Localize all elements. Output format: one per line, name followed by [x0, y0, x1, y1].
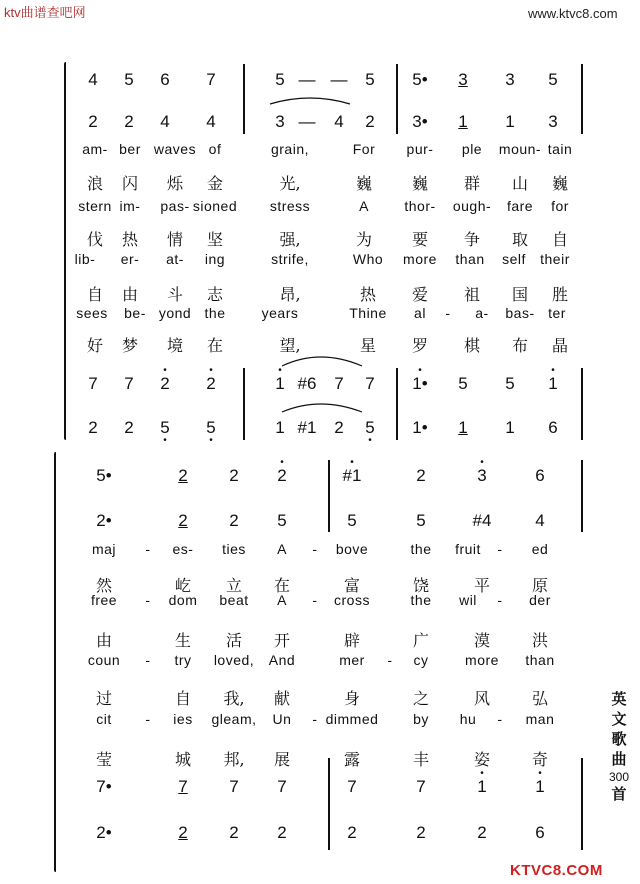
lyric-en-syllable: sees — [76, 305, 108, 321]
lyric-en-syllable: beat — [219, 592, 249, 608]
lyric-en-syllable: wil — [459, 592, 477, 608]
lyric-en-syllable: stress — [269, 198, 311, 214]
lyric-zh-char: 展 — [273, 750, 291, 769]
note: 2• — [96, 511, 112, 530]
lyric-en-syllable: - — [145, 652, 151, 668]
lyric-zh-char: 晶 — [551, 336, 569, 355]
note: 4 — [535, 511, 545, 530]
lyric-zh-char: 漠 — [473, 631, 491, 650]
note: 2 — [277, 466, 287, 485]
lyric-en-syllable: of — [208, 141, 222, 157]
lyric-zh-char: 胜 — [551, 285, 569, 304]
lyric-en-syllable: cit — [96, 711, 112, 727]
lyric-zh-char: 好 — [86, 336, 104, 355]
lyric-en-syllable: cy — [413, 652, 429, 668]
note: 1 — [548, 374, 558, 393]
note: 5 — [505, 374, 515, 393]
octave-dot-low: • — [163, 435, 167, 446]
lyric-en-syllable: Thine — [349, 305, 387, 321]
lyric-en-syllable: than — [455, 251, 485, 267]
note: 7 — [277, 777, 287, 796]
lyric-en-syllable: - — [145, 592, 151, 608]
slur — [282, 357, 362, 366]
note: 2 — [206, 374, 216, 393]
lyric-zh-char: 姿 — [473, 750, 491, 769]
note: 6 — [548, 418, 558, 437]
lyric-en-syllable: be- — [124, 305, 146, 321]
note: 4 — [334, 112, 344, 131]
lyric-en-syllable: man — [525, 711, 555, 727]
note: 2 — [477, 823, 487, 842]
lyric-zh-char: 山 — [511, 174, 529, 193]
note: 1 — [458, 112, 468, 131]
note: 2 — [416, 823, 426, 842]
note: 3• — [412, 112, 428, 131]
lyric-en-syllable: - — [145, 541, 151, 557]
site-watermark-left: ktv曲谱查吧网 — [4, 5, 86, 20]
lyric-zh-char: 巍 — [551, 174, 569, 193]
lyric-en-syllable: Who — [352, 251, 384, 267]
lyric-en-syllable: the — [410, 541, 432, 557]
note: 1 — [275, 374, 285, 393]
lyric-zh-char: 自 — [551, 230, 569, 249]
lyric-en-syllable: im- — [119, 198, 141, 214]
note: 5 — [160, 418, 170, 437]
lyric-en-syllable: grain, — [270, 141, 310, 157]
note: 2 — [334, 418, 344, 437]
note: 7 — [178, 777, 188, 796]
note: 2 — [178, 511, 188, 530]
note: 1• — [412, 374, 428, 393]
octave-dot-high: • — [551, 365, 555, 376]
lyric-zh-char: 伐 — [86, 230, 104, 249]
lyric-zh-char: 立 — [225, 576, 243, 595]
lyric-en-syllable: their — [540, 251, 570, 267]
lyric-zh-char: 棋 — [463, 336, 481, 355]
lyric-en-syllable: for — [551, 198, 569, 214]
lyric-zh-char: 过 — [95, 689, 113, 708]
lyric-zh-char: 生 — [174, 631, 192, 650]
lyric-zh-char: 城 — [174, 750, 192, 769]
note: #1 — [342, 466, 362, 485]
lyric-en-syllable: - — [497, 541, 503, 557]
sidebar-char: 歌 — [611, 731, 627, 748]
note: 3 — [458, 70, 468, 89]
note: — — [330, 70, 348, 89]
lyric-en-syllable: maj — [91, 541, 117, 557]
note: 5 — [206, 418, 216, 437]
brand-watermark: KTVC8.COM — [510, 862, 603, 879]
note: 7 — [206, 70, 216, 89]
octave-dot-high: • — [480, 768, 484, 779]
note: 7 — [416, 777, 426, 796]
note: 3 — [477, 466, 487, 485]
note: 5 — [124, 70, 134, 89]
note: 7 — [334, 374, 344, 393]
lyric-en-syllable: ies — [173, 711, 193, 727]
lyric-en-syllable: A — [277, 541, 287, 557]
lyric-en-syllable: free — [90, 592, 118, 608]
note: 2 — [365, 112, 375, 131]
note: 1 — [535, 777, 545, 796]
octave-dot-low: • — [368, 435, 372, 446]
octave-dot-high: • — [163, 365, 167, 376]
note: #1 — [297, 418, 317, 437]
octave-dot-high: • — [350, 457, 354, 468]
lyric-en-syllable: at- — [166, 251, 184, 267]
lyric-zh-char: 丰 — [412, 750, 430, 769]
note: 3 — [505, 70, 515, 89]
sidebar-char: 英 — [611, 691, 627, 708]
note: 2 — [229, 466, 239, 485]
octave-dot-high: • — [538, 768, 542, 779]
lyric-en-syllable: by — [413, 711, 429, 727]
lyric-zh-char: 取 — [511, 230, 529, 249]
lyric-zh-char: 活 — [225, 631, 243, 650]
lyric-en-syllable: stern — [78, 198, 112, 214]
lyric-en-syllable: - — [497, 592, 503, 608]
lyric-zh-char: 辟 — [343, 631, 361, 650]
note: 6 — [535, 823, 545, 842]
lyric-zh-char: 自 — [86, 285, 104, 304]
lyric-en-syllable: ber — [119, 141, 141, 157]
note: — — [298, 112, 316, 131]
lyric-zh-char: 昂, — [279, 285, 301, 304]
lyric-zh-char: 弘 — [531, 689, 549, 708]
note: 5• — [96, 466, 112, 485]
note: 5 — [458, 374, 468, 393]
note: 2 — [88, 418, 98, 437]
lyric-en-syllable: - — [445, 305, 451, 321]
octave-dot-high: • — [280, 457, 284, 468]
lyric-zh-char: 然 — [95, 576, 113, 595]
note: 6 — [535, 466, 545, 485]
lyric-en-syllable: fruit — [455, 541, 481, 557]
lyric-en-syllable: loved, — [213, 652, 255, 668]
lyric-en-syllable: thor- — [404, 198, 436, 214]
lyric-zh-char: 露 — [343, 750, 361, 769]
lyric-zh-char: 布 — [511, 336, 529, 355]
note: 3 — [548, 112, 558, 131]
lyric-zh-char: 奇 — [531, 750, 549, 769]
lyric-zh-char: 富 — [343, 576, 361, 595]
lyric-en-syllable: A — [277, 592, 287, 608]
lyric-en-syllable: dom — [168, 592, 198, 608]
lyric-en-syllable: fare — [506, 198, 534, 214]
lyric-zh-char: 境 — [166, 336, 184, 355]
octave-dot-high: • — [209, 365, 213, 376]
lyric-en-syllable: try — [174, 652, 192, 668]
octave-dot-high: • — [418, 365, 422, 376]
lyric-zh-char: 我, — [223, 689, 245, 708]
lyric-en-syllable: tain — [547, 141, 573, 157]
lyric-zh-char: 饶 — [412, 576, 430, 595]
lyric-zh-char: 为 — [355, 230, 373, 249]
lyric-zh-char: 之 — [412, 689, 430, 708]
lyric-en-syllable: waves — [153, 141, 197, 157]
lyric-zh-char: 开 — [273, 631, 291, 650]
lyric-en-syllable: es- — [172, 541, 194, 557]
lyric-en-syllable: ter — [548, 305, 566, 321]
lyric-en-syllable: more — [465, 652, 499, 668]
lyric-zh-char: 争 — [463, 230, 481, 249]
note: 5• — [412, 70, 428, 89]
lyric-zh-char: 邦, — [223, 750, 245, 769]
sidebar-char: 首 — [611, 786, 627, 803]
note: 2• — [96, 823, 112, 842]
lyric-en-syllable: - — [387, 652, 393, 668]
lyric-en-syllable: pas- — [160, 198, 190, 214]
octave-dot-low: • — [209, 435, 213, 446]
lyric-zh-char: 莹 — [95, 750, 113, 769]
lyric-en-syllable: am- — [82, 141, 108, 157]
lyric-en-syllable: pur- — [406, 141, 434, 157]
sidebar-char: 300 — [608, 770, 630, 784]
note: 5 — [275, 70, 285, 89]
note: 5 — [347, 511, 357, 530]
note: 2 — [124, 418, 134, 437]
lyric-zh-char: 要 — [411, 230, 429, 249]
note: 6 — [160, 70, 170, 89]
note: 1• — [412, 418, 428, 437]
lyric-zh-char: 情 — [166, 230, 184, 249]
sidebar-char: 文 — [611, 711, 627, 728]
lyric-zh-char: 望, — [279, 336, 301, 355]
lyric-en-syllable: ough- — [452, 198, 492, 214]
lyric-zh-char: 光, — [279, 174, 301, 193]
note: 5 — [277, 511, 287, 530]
lyric-en-syllable: cross — [334, 592, 370, 608]
note: 4 — [88, 70, 98, 89]
note: 5 — [365, 70, 375, 89]
note: 2 — [178, 466, 188, 485]
lyric-zh-char: 广 — [412, 631, 430, 650]
lyric-en-syllable: - — [312, 711, 318, 727]
lyric-en-syllable: the — [204, 305, 226, 321]
lyric-zh-char: 罗 — [411, 336, 429, 355]
lyric-en-syllable: For — [352, 141, 376, 157]
lyric-en-syllable: Un — [272, 711, 292, 727]
note: 2 — [347, 823, 357, 842]
note: 2 — [160, 374, 170, 393]
lyric-en-syllable: yond — [158, 305, 192, 321]
note: 2 — [277, 823, 287, 842]
lyric-en-syllable: lib- — [74, 251, 96, 267]
lyric-en-syllable: bas- — [505, 305, 535, 321]
lyric-zh-char: 屹 — [174, 576, 192, 595]
note: 3 — [275, 112, 285, 131]
lyric-en-syllable: sioned — [192, 198, 238, 214]
lyric-zh-char: 坚 — [206, 230, 224, 249]
lyric-en-syllable: hu — [459, 711, 477, 727]
lyric-zh-char: 由 — [95, 631, 113, 650]
lyric-zh-char: 热 — [359, 285, 377, 304]
lyric-zh-char: 身 — [343, 689, 361, 708]
lyric-zh-char: 热 — [121, 230, 139, 249]
lyric-zh-char: 献 — [273, 689, 291, 708]
lyric-zh-char: 自 — [174, 689, 192, 708]
lyric-zh-char: 志 — [206, 285, 224, 304]
lyric-en-syllable: And — [268, 652, 296, 668]
lyric-en-syllable: the — [410, 592, 432, 608]
lyric-en-syllable: a- — [475, 305, 489, 321]
lyric-zh-char: 浪 — [86, 174, 104, 193]
lyric-en-syllable: er- — [120, 251, 140, 267]
note: 5 — [365, 418, 375, 437]
note: 1 — [505, 418, 515, 437]
note: — — [298, 70, 316, 89]
lyric-zh-char: 巍 — [355, 174, 373, 193]
lyric-en-syllable: ple — [461, 141, 483, 157]
octave-dot-high: • — [480, 457, 484, 468]
lyric-zh-char: 爱 — [411, 285, 429, 304]
note: 7 — [88, 374, 98, 393]
lyric-zh-char: 国 — [511, 285, 529, 304]
note: 2 — [88, 112, 98, 131]
note: 2 — [178, 823, 188, 842]
lyric-zh-char: 强, — [279, 230, 301, 249]
lyric-en-syllable: self — [502, 251, 526, 267]
lyric-zh-char: 洪 — [531, 631, 549, 650]
note: 5 — [416, 511, 426, 530]
lyric-en-syllable: - — [312, 541, 318, 557]
lyric-en-syllable: years — [261, 305, 299, 321]
slur — [270, 98, 350, 104]
lyric-en-syllable: dimmed — [325, 711, 379, 727]
lyric-zh-char: 梦 — [121, 336, 139, 355]
lyric-en-syllable: - — [145, 711, 151, 727]
lyric-zh-char: 风 — [473, 689, 491, 708]
lyric-en-syllable: strife, — [271, 251, 309, 267]
lyric-en-syllable: A — [359, 198, 369, 214]
note: 2 — [229, 823, 239, 842]
note: 2 — [229, 511, 239, 530]
lyric-en-syllable: gleam, — [211, 711, 257, 727]
lyric-zh-char: 原 — [531, 576, 549, 595]
site-watermark-right: www.ktvc8.com — [528, 6, 618, 21]
lyric-zh-char: 星 — [359, 336, 377, 355]
note: 1 — [275, 418, 285, 437]
lyric-en-syllable: more — [403, 251, 437, 267]
octave-dot-high: • — [278, 365, 282, 376]
note: 4 — [160, 112, 170, 131]
lyric-zh-char: 在 — [206, 336, 224, 355]
lyric-en-syllable: mer — [339, 652, 365, 668]
lyric-en-syllable: - — [497, 711, 503, 727]
sidebar-char: 曲 — [611, 751, 627, 768]
note: 4 — [206, 112, 216, 131]
note: #6 — [297, 374, 317, 393]
lyric-zh-char: 闪 — [121, 174, 139, 193]
note: 2 — [124, 112, 134, 131]
lyric-zh-char: 群 — [463, 174, 481, 193]
lyric-zh-char: 由 — [121, 285, 139, 304]
slur — [282, 404, 362, 412]
lyric-en-syllable: moun- — [498, 141, 542, 157]
lyric-en-syllable: than — [525, 652, 555, 668]
note: 7 — [347, 777, 357, 796]
note: 7 — [365, 374, 375, 393]
lyric-zh-char: 金 — [206, 174, 224, 193]
lyric-en-syllable: - — [312, 592, 318, 608]
note: 5 — [548, 70, 558, 89]
note: 1 — [477, 777, 487, 796]
lyric-zh-char: 在 — [273, 576, 291, 595]
lyric-en-syllable: ties — [222, 541, 246, 557]
lyric-en-syllable: coun — [87, 652, 121, 668]
note: 1 — [458, 418, 468, 437]
note: 2 — [416, 466, 426, 485]
note: 7 — [229, 777, 239, 796]
lyric-en-syllable: ing — [204, 251, 226, 267]
lyric-en-syllable: al — [414, 305, 426, 321]
lyric-zh-char: 巍 — [411, 174, 429, 193]
lyric-zh-char: 祖 — [463, 285, 481, 304]
lyric-zh-char: 平 — [473, 576, 491, 595]
lyric-zh-char: 斗 — [166, 285, 184, 304]
note: 7 — [124, 374, 134, 393]
lyric-en-syllable: der — [529, 592, 551, 608]
note: 1 — [505, 112, 515, 131]
lyric-en-syllable: ed — [531, 541, 549, 557]
note: 7• — [96, 777, 112, 796]
note: #4 — [472, 511, 492, 530]
lyric-en-syllable: bove — [335, 541, 369, 557]
lyric-zh-char: 烁 — [166, 174, 184, 193]
